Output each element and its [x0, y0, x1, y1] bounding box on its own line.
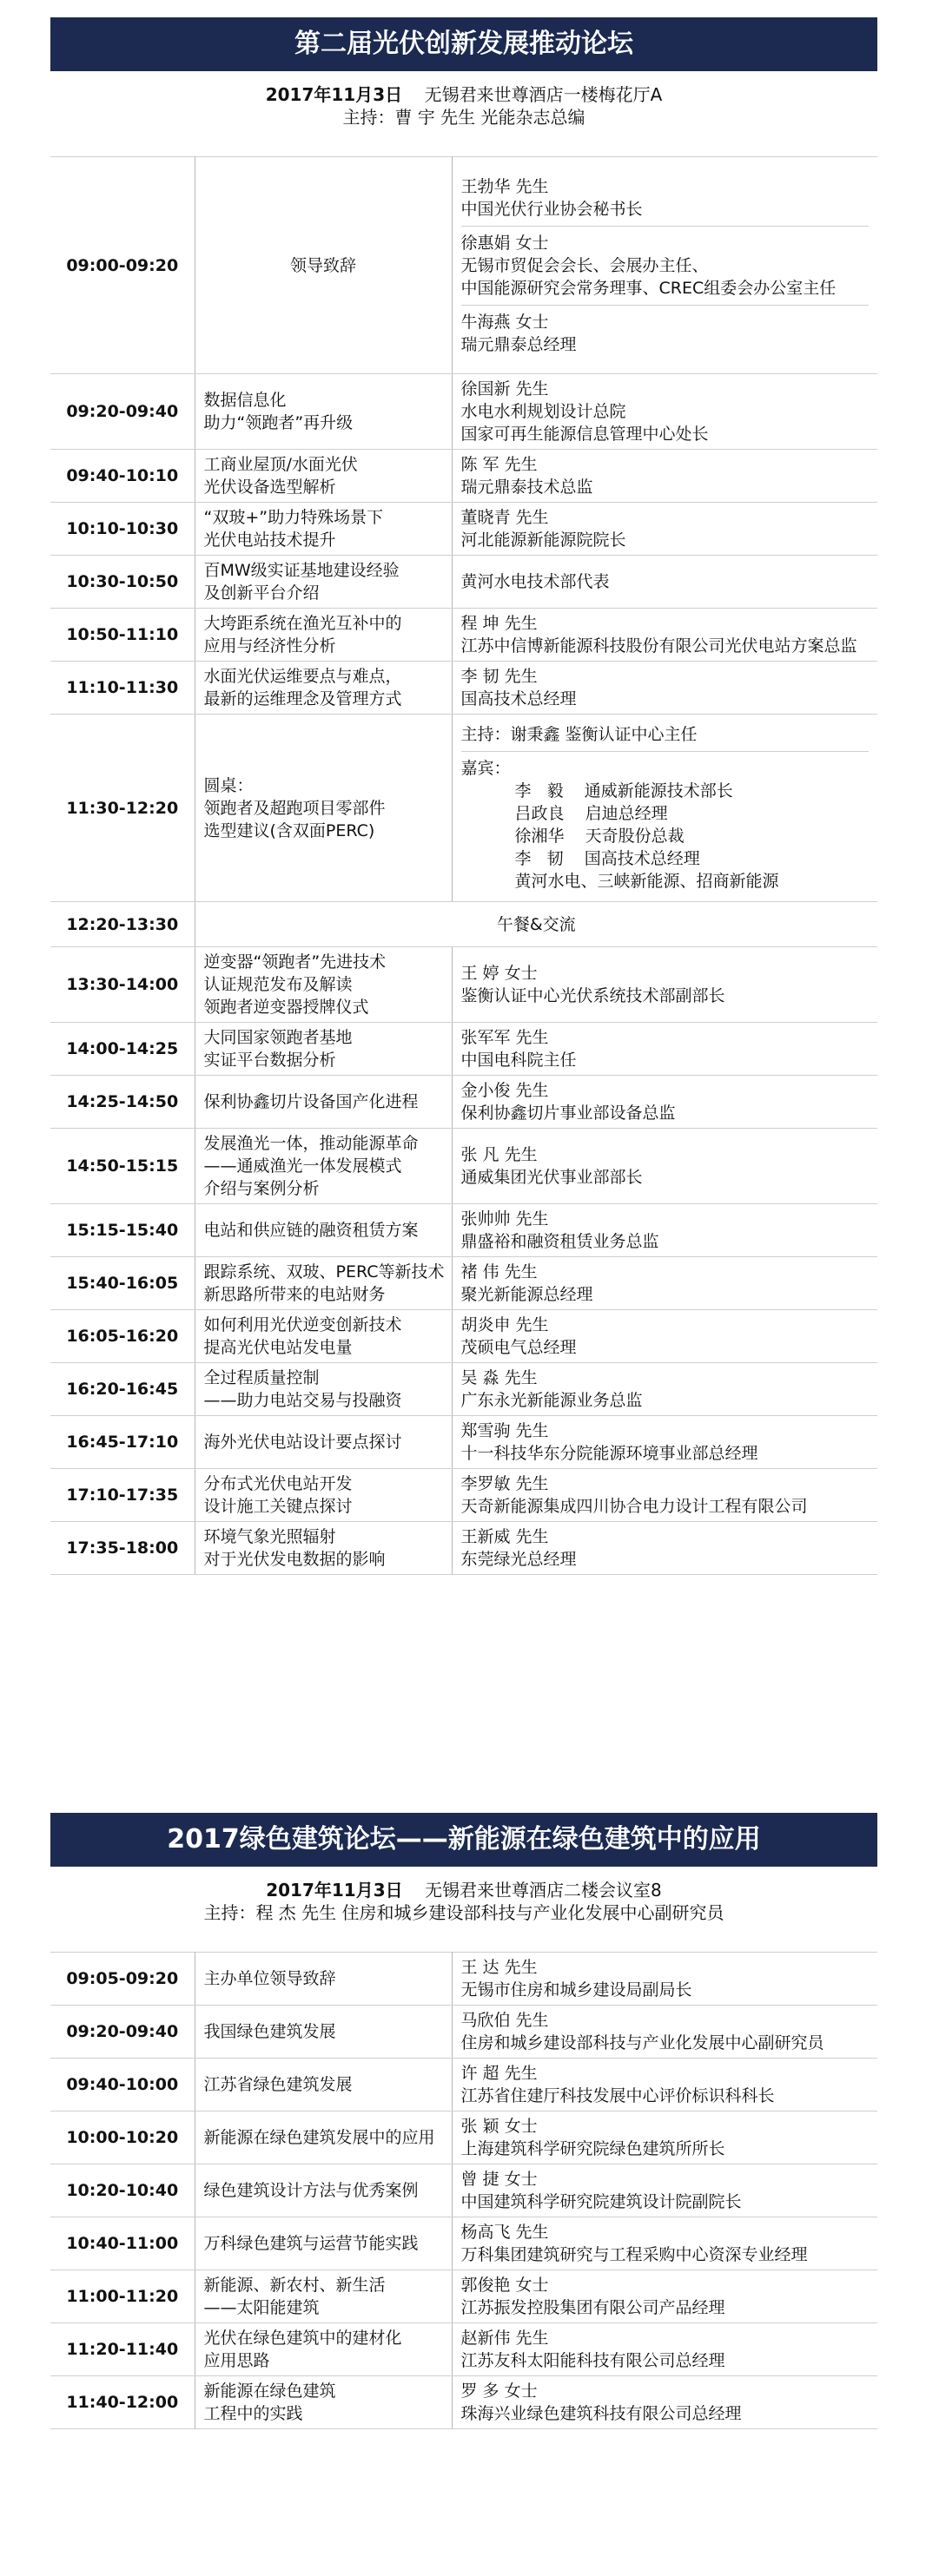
- time-cell: 11:10-11:30: [50, 662, 195, 715]
- speaker-cell: [452, 715, 877, 902]
- forum2-date: 2017年11月3日: [266, 1880, 403, 1901]
- topic-line: 发展渔光一体，推动能源革命: [203, 1134, 419, 1153]
- time-cell: 10:00-10:20: [50, 2112, 195, 2164]
- topic-cell: [195, 1129, 452, 1204]
- speaker-line: 罗 多 女士: [460, 2382, 538, 2401]
- speaker-line: 王勃华 先生: [460, 176, 549, 196]
- time-cell: 16:20-16:45: [50, 1363, 195, 1416]
- schedule-row: [50, 1953, 877, 2006]
- topic-line: ——通威渔光一体发展模式: [203, 1156, 402, 1176]
- schedule-row: [50, 2217, 877, 2270]
- guest-item: 黄河水电、三峡新能源、招商新能源: [514, 872, 779, 891]
- speaker-line: 中国建筑科学研究院建筑设计院副院长: [460, 2192, 742, 2211]
- topic-line: 助力“领跑者”再升级: [203, 413, 354, 432]
- speaker-line: 万科集团建筑研究与工程采购中心资深专业经理: [460, 2245, 808, 2264]
- speaker-line: 张 凡 先生: [460, 1145, 538, 1164]
- topic-line: 及创新平台介绍: [203, 583, 320, 603]
- guest-item: 吕政良 启迪总经理: [514, 804, 668, 823]
- time-cell: 14:00-14:25: [50, 1023, 195, 1076]
- speaker-cell: [452, 1953, 877, 2006]
- topic-line: 主办单位领导致辞: [203, 1969, 336, 1988]
- guests-label: 嘉宾：: [460, 759, 511, 778]
- topic-line: 我国绿色建筑发展: [203, 2022, 336, 2041]
- speaker-cell: [452, 2006, 877, 2059]
- topic-line: 逆变器“领跑者”先进技术: [203, 952, 387, 972]
- speaker-cell: [452, 2112, 877, 2164]
- schedule-row: [50, 2112, 877, 2164]
- time-cell: 09:00-09:20: [50, 157, 195, 374]
- speaker-block: [461, 305, 870, 361]
- speaker-line: 郑雪驹 先生: [460, 1421, 549, 1440]
- topic-line: 认证规范发布及解读: [203, 975, 353, 994]
- topic-line: 跟踪系统、双玻、PERC等新技术: [203, 1262, 445, 1281]
- topic-cell: [195, 1257, 452, 1310]
- topic-line: 领跑者及超跑项目零部件: [203, 798, 386, 818]
- forum1-title: 第二届光伏创新发展推动论坛: [50, 17, 877, 71]
- time-cell: 14:50-15:15: [50, 1129, 195, 1204]
- speaker-cell: [452, 1310, 877, 1363]
- forum1-section: [50, 17, 877, 1575]
- topic-line: 绿色建筑设计方法与优秀案例: [203, 2181, 419, 2200]
- speaker-line: 马欣伯 先生: [460, 2011, 549, 2030]
- speaker-line: 鼎盛裕和融资租赁业务总监: [460, 1232, 659, 1251]
- topic-line: 工商业屋顶/水面光伏: [203, 455, 358, 474]
- schedule-row: [50, 2323, 877, 2376]
- speaker-cell: [452, 1204, 877, 1257]
- schedule-row: [50, 1129, 877, 1204]
- time-cell: 10:10-10:30: [50, 503, 195, 556]
- time-cell: 11:20-11:40: [50, 2323, 195, 2376]
- time-cell: 14:25-14:50: [50, 1076, 195, 1129]
- schedule-row: [50, 902, 877, 947]
- schedule-row: [50, 374, 877, 450]
- topic-line: 新能源在绿色建筑: [203, 2382, 336, 2401]
- speaker-line: 曾 捷 女士: [460, 2170, 538, 2189]
- speaker-line: 金小俊 先生: [460, 1081, 549, 1100]
- speaker-cell: [452, 2376, 877, 2429]
- speaker-cell: [452, 1023, 877, 1076]
- schedule-row: [50, 947, 877, 1023]
- speaker-cell: [452, 2217, 877, 2270]
- speaker-line: 鉴衡认证中心光伏系统技术部副部长: [460, 986, 725, 1005]
- topic-cell: [195, 157, 452, 374]
- speaker-line: 住房和城乡建设部科技与产业化发展中心副研究员: [460, 2033, 824, 2052]
- schedule-row: [50, 2376, 877, 2429]
- speaker-line: 王 婷 女士: [460, 964, 538, 983]
- topic-cell: [195, 609, 452, 662]
- topic-cell: [195, 2112, 452, 2164]
- speaker-line: 徐国新 先生: [460, 379, 549, 399]
- time-cell: 12:20-13:30: [50, 902, 195, 947]
- speaker-line: 国高技术总经理: [460, 689, 577, 708]
- speaker-cell: [452, 1416, 877, 1469]
- speaker-line: 江苏中信博新能源科技股份有限公司光伏电站方案总监: [460, 636, 857, 656]
- schedule-row: [50, 1076, 877, 1129]
- speaker-line: 中国光伏行业协会秘书长: [460, 199, 643, 219]
- schedule-row: [50, 715, 877, 902]
- speaker-line: 十一科技华东分院能源环境事业部总经理: [460, 1444, 758, 1463]
- time-cell: 10:30-10:50: [50, 556, 195, 609]
- topic-cell: [195, 1023, 452, 1076]
- speaker-line: 褚 伟 先生: [460, 1262, 538, 1281]
- forum1-host: 主持：曹 宇 先生 光能杂志总编: [342, 107, 585, 128]
- speaker-line: 瑞元鼎泰总经理: [460, 334, 577, 354]
- topic-line: 数据信息化: [203, 391, 287, 410]
- time-cell: 09:40-10:10: [50, 450, 195, 503]
- speaker-line: 李 韧 先生: [460, 667, 538, 686]
- speaker-line: 天奇新能源集成四川协合电力设计工程有限公司: [460, 1497, 808, 1516]
- time-cell: 13:30-14:00: [50, 947, 195, 1023]
- roundtable-guests: [461, 751, 870, 898]
- schedule-row: [50, 556, 877, 609]
- schedule-row: [50, 1023, 877, 1076]
- topic-line: “双玻+”助力特殊场景下: [203, 508, 384, 527]
- topic-cell: [195, 1076, 452, 1129]
- topic-cell: [195, 1363, 452, 1416]
- speaker-line: 赵新伟 先生: [460, 2329, 549, 2348]
- speaker-line: 茂硕电气总经理: [460, 1338, 577, 1357]
- topic-line: 全过程质量控制: [203, 1368, 320, 1387]
- guest-item: 李 毅 通威新能源技术部长: [514, 781, 733, 800]
- schedule-row: [50, 1204, 877, 1257]
- time-cell: 17:10-17:35: [50, 1469, 195, 1522]
- schedule-row: [50, 2164, 877, 2217]
- speaker-line: 吴 淼 先生: [460, 1368, 538, 1387]
- topic-line: 分布式光伏电站开发: [203, 1474, 353, 1493]
- topic-cell: [195, 2323, 452, 2376]
- speaker-line: 无锡市住房和城乡建设局副局长: [460, 1980, 692, 2000]
- time-cell: 11:30-12:20: [50, 715, 195, 902]
- topic-line: 设计施工关键点探讨: [203, 1497, 353, 1516]
- guest-item: 徐湘华 天奇股份总裁: [514, 827, 685, 846]
- lunch-break: 午餐&交流: [195, 902, 877, 947]
- topic-cell: [195, 1469, 452, 1522]
- topic-line: 海外光伏电站设计要点探讨: [203, 1433, 402, 1452]
- topic-line: 提高光伏电站发电量: [203, 1338, 353, 1357]
- speaker-cell: [452, 450, 877, 503]
- topic-cell: [195, 450, 452, 503]
- topic-line: 环境气象光照辐射: [203, 1527, 336, 1546]
- time-cell: 11:40-12:00: [50, 2376, 195, 2429]
- forum1-table: [50, 156, 877, 1575]
- speaker-line: 黄河水电技术部代表: [460, 572, 610, 591]
- forum2-section: [50, 1813, 877, 2429]
- speaker-line: 陈 军 先生: [460, 455, 538, 474]
- schedule-row: [50, 609, 877, 662]
- forum2-date-venue: [50, 1879, 877, 1901]
- schedule-row: [50, 450, 877, 503]
- forum2-title: 2017绿色建筑论坛——新能源在绿色建筑中的应用: [50, 1813, 877, 1867]
- schedule-row: [50, 1416, 877, 1469]
- topic-line: 水面光伏运维要点与难点，: [203, 667, 402, 686]
- topic-line: 介绍与案例分析: [203, 1179, 320, 1198]
- speaker-line: 国家可再生能源信息管理中心处长: [460, 425, 709, 444]
- speaker-line: 东莞绿光总经理: [460, 1550, 577, 1569]
- speaker-cell: [452, 157, 877, 374]
- topic-cell: [195, 2217, 452, 2270]
- speaker-line: 董晓青 先生: [460, 508, 549, 527]
- roundtable-host: 主持：谢秉鑫 鉴衡认证中心主任: [460, 725, 698, 744]
- topic-line: 万科绿色建筑与运营节能实践: [203, 2234, 419, 2253]
- speaker-cell: [452, 1257, 877, 1310]
- forum2-table: [50, 1952, 877, 2429]
- time-cell: 09:20-09:40: [50, 374, 195, 450]
- forum1-schedule: [50, 156, 877, 1575]
- topic-line: 大同国家领跑者基地: [203, 1028, 353, 1047]
- time-cell: 11:00-11:20: [50, 2270, 195, 2323]
- topic-line: 应用思路: [203, 2351, 270, 2370]
- speaker-cell: [452, 503, 877, 556]
- speaker-cell: [452, 1129, 877, 1204]
- topic-cell: [195, 374, 452, 450]
- speaker-cell: [452, 1363, 877, 1416]
- schedule-row: [50, 1310, 877, 1363]
- topic-line: 应用与经济性分析: [203, 636, 336, 656]
- speaker-line: 徐惠娟 女士: [460, 233, 549, 253]
- schedule-row: [50, 157, 877, 374]
- speaker-line: 胡炎申 先生: [460, 1315, 549, 1334]
- time-cell: 10:50-11:10: [50, 609, 195, 662]
- forum1-date-venue: [50, 83, 877, 106]
- topic-cell: [195, 2270, 452, 2323]
- topic-cell: [195, 1522, 452, 1575]
- topic-cell: [195, 503, 452, 556]
- speaker-line: 河北能源新能源院院长: [460, 530, 626, 550]
- time-cell: 16:05-16:20: [50, 1310, 195, 1363]
- speaker-cell: [452, 2270, 877, 2323]
- topic-line: 实证平台数据分析: [203, 1051, 336, 1070]
- topic-line: 光伏电站技术提升: [203, 530, 336, 550]
- speaker-line: 珠海兴业绿色建筑科技有限公司总经理: [460, 2404, 742, 2423]
- topic-cell: [195, 2006, 452, 2059]
- topic-line: 百MW级实证基地建设经验: [203, 561, 400, 580]
- speaker-line: 许 超 先生: [460, 2064, 538, 2083]
- speaker-line: 江苏友科太阳能科技有限公司总经理: [460, 2351, 725, 2370]
- topic-cell: [195, 662, 452, 715]
- topic-line: 新能源在绿色建筑发展中的应用: [203, 2128, 435, 2147]
- topic-line: 工程中的实践: [203, 2404, 303, 2423]
- speaker-line: 中国电科院主任: [460, 1051, 577, 1070]
- speaker-line: 通威集团光伏事业部部长: [460, 1168, 643, 1187]
- schedule-row: [50, 2270, 877, 2323]
- speaker-cell: [452, 2323, 877, 2376]
- topic-cell: [195, 947, 452, 1023]
- topic-cell: [195, 1416, 452, 1469]
- speaker-cell: [452, 1076, 877, 1129]
- topic-line: 领导致辞: [289, 255, 356, 275]
- forum1-date: 2017年11月3日: [265, 84, 403, 105]
- schedule-row: [50, 503, 877, 556]
- guest-item: 李 韧 国高技术总经理: [514, 849, 700, 868]
- schedule-row: [50, 2006, 877, 2059]
- schedule-row: [50, 2059, 877, 2112]
- speaker-cell: [452, 2164, 877, 2217]
- time-cell: 15:15-15:40: [50, 1204, 195, 1257]
- topic-line: 对于光伏发电数据的影响: [203, 1550, 386, 1569]
- time-cell: 16:45-17:10: [50, 1416, 195, 1469]
- topic-line: ——助力电站交易与投融资: [203, 1391, 402, 1410]
- topic-line: 保利协鑫切片设备国产化进程: [203, 1092, 419, 1111]
- topic-line: 新思路所带来的电站财务: [203, 1285, 386, 1304]
- speaker-line: 张军军 先生: [460, 1028, 549, 1047]
- forum2-schedule: [50, 1952, 877, 2429]
- speaker-line: 上海建筑科学研究院绿色建筑所所长: [460, 2139, 725, 2158]
- topic-cell: [195, 2376, 452, 2429]
- speaker-line: 水电水利规划设计总院: [460, 402, 626, 421]
- time-cell: 17:35-18:00: [50, 1522, 195, 1575]
- topic-cell: [195, 1204, 452, 1257]
- topic-cell: [195, 2164, 452, 2217]
- topic-cell: [195, 715, 452, 902]
- speaker-cell: [452, 374, 877, 450]
- schedule-row: [50, 662, 877, 715]
- speaker-line: 张帅帅 先生: [460, 1209, 549, 1229]
- topic-cell: [195, 556, 452, 609]
- speaker-line: 中国能源研究会常务理事、CREC组委会办公室主任: [460, 278, 837, 298]
- speaker-cell: [452, 1522, 877, 1575]
- topic-line: 新能源、新农村、新生活: [203, 2276, 386, 2295]
- speaker-line: 杨高飞 先生: [460, 2223, 549, 2242]
- time-cell: 09:20-09:40: [50, 2006, 195, 2059]
- topic-line: 如何利用光伏逆变创新技术: [203, 1315, 402, 1334]
- topic-line: 选型建议(含双面PERC): [203, 820, 375, 840]
- speaker-line: 程 坤 先生: [460, 614, 538, 633]
- topic-cell: [195, 1953, 452, 2006]
- time-cell: 15:40-16:05: [50, 1257, 195, 1310]
- topic-cell: [195, 2059, 452, 2112]
- schedule-row: [50, 1257, 877, 1310]
- speaker-line: 王 达 先生: [460, 1958, 538, 1977]
- speaker-cell: [452, 662, 877, 715]
- speaker-block: [461, 226, 870, 305]
- topic-line: 领跑者逆变器授牌仪式: [203, 998, 369, 1017]
- topic-line: ——太阳能建筑: [203, 2298, 320, 2317]
- topic-line: 江苏省绿色建筑发展: [203, 2075, 353, 2094]
- forum2-host: 主持：程 杰 先生 住房和城乡建设部科技与产业化发展中心副研究员: [203, 1902, 724, 1923]
- forum2-venue: 无锡君来世尊酒店二楼会议室8: [425, 1880, 662, 1901]
- topic-cell: [195, 1310, 452, 1363]
- speaker-line: 牛海燕 女士: [460, 312, 549, 332]
- time-cell: 10:20-10:40: [50, 2164, 195, 2217]
- speaker-cell: [452, 1469, 877, 1522]
- speaker-line: 江苏省住建厅科技发展中心评价标识科科长: [460, 2086, 775, 2105]
- speaker-line: 保利协鑫切片事业部设备总监: [460, 1104, 676, 1123]
- speaker-line: 江苏振发控股集团有限公司产品经理: [460, 2298, 725, 2317]
- speaker-line: 王新威 先生: [460, 1527, 549, 1546]
- speaker-line: 广东永光新能源业务总监: [460, 1391, 643, 1410]
- topic-line: 最新的运维理念及管理方式: [203, 689, 402, 708]
- speaker-cell: [452, 556, 877, 609]
- topic-line: 圆桌：: [203, 775, 254, 795]
- speaker-block: [461, 170, 870, 226]
- speaker-cell: [452, 947, 877, 1023]
- speaker-cell: [452, 2059, 877, 2112]
- speaker-line: 聚光新能源总经理: [460, 1285, 593, 1304]
- time-cell: 10:40-11:00: [50, 2217, 195, 2270]
- topic-line: 光伏设备选型解析: [203, 478, 336, 497]
- topic-line: 大垮距系统在渔光互补中的: [203, 614, 402, 633]
- speaker-cell: [452, 609, 877, 662]
- topic-line: 电站和供应链的融资租赁方案: [203, 1221, 419, 1240]
- schedule-row: [50, 1469, 877, 1522]
- time-cell: 09:40-10:00: [50, 2059, 195, 2112]
- speaker-line: 瑞元鼎泰技术总监: [460, 478, 593, 497]
- schedule-row: [50, 1522, 877, 1575]
- speaker-line: 无锡市贸促会会长、会展办主任、: [460, 255, 709, 275]
- time-cell: 09:05-09:20: [50, 1953, 195, 2006]
- topic-line: 光伏在绿色建筑中的建材化: [203, 2329, 402, 2348]
- speaker-line: 郭俊艳 女士: [460, 2276, 549, 2295]
- forum1-venue: 无锡君来世尊酒店一楼梅花厅A: [424, 84, 663, 105]
- schedule-row: [50, 1363, 877, 1416]
- speaker-line: 张 颖 女士: [460, 2117, 538, 2136]
- speaker-line: 李罗敏 先生: [460, 1474, 549, 1493]
